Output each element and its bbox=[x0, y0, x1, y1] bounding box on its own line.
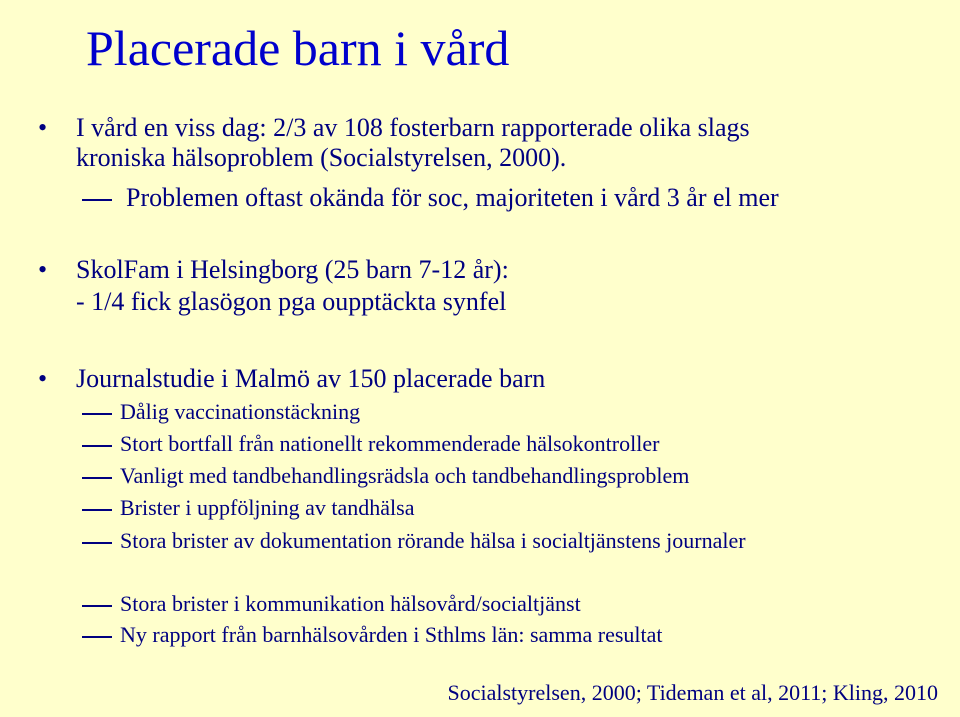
bullet-3-sub-5: Stora brister av dokumentation rörande hälsa i socialtjänstens journaler bbox=[120, 528, 746, 553]
bullet-1-sub-1: Problemen oftast okända för soc, majoriteten i vård 3 år el mer bbox=[126, 183, 779, 212]
dash-marker bbox=[82, 477, 112, 479]
dash-marker bbox=[82, 199, 112, 201]
slide-title: Placerade barn i vård bbox=[86, 20, 510, 76]
bullet-dot: • bbox=[38, 113, 48, 142]
dash-marker bbox=[82, 605, 112, 607]
bullet-3-sub-3: Vanligt med tandbehandlingsrädsla och tandbehandlingsproblem bbox=[120, 463, 690, 488]
bullet-dot: • bbox=[38, 255, 48, 284]
bullet-3-line-1: Journalstudie i Malmö av 150 placerade barn bbox=[76, 364, 546, 393]
dash-marker bbox=[82, 509, 112, 511]
dash-marker bbox=[82, 445, 112, 447]
bullet-3-sub-1: Dålig vaccinationstäckning bbox=[120, 399, 361, 424]
dash-marker bbox=[82, 636, 112, 638]
bullet-2-line-2: - 1/4 fick glasögon pga oupptäckta synfel bbox=[76, 287, 507, 316]
dash-marker bbox=[82, 542, 112, 544]
dash-marker bbox=[82, 413, 112, 415]
bullet-1-line-2: kroniska hälsoproblem (Socialstyrelsen, 2000). bbox=[76, 143, 567, 172]
bullet-3-sub-4: Brister i uppföljning av tandhälsa bbox=[120, 495, 415, 520]
bullet-2-line-1: SkolFam i Helsingborg (25 barn 7-12 år): bbox=[76, 255, 509, 284]
extra-item-1: Stora brister i kommunikation hälsovård/socialtjänst bbox=[120, 591, 581, 616]
bullet-1-line-1: I vård en viss dag: 2/3 av 108 fosterbarn rapporterade olika slags bbox=[76, 113, 750, 142]
bullet-3-sub-2: Stort bortfall från nationellt rekommenderade hälsokontroller bbox=[120, 431, 660, 456]
reference-footer: Socialstyrelsen, 2000; Tideman et al, 2011; Kling, 2010 bbox=[447, 680, 938, 705]
extra-item-2: Ny rapport från barnhälsovården i Sthlms län: samma resultat bbox=[120, 622, 663, 647]
bullet-dot: • bbox=[38, 364, 48, 393]
